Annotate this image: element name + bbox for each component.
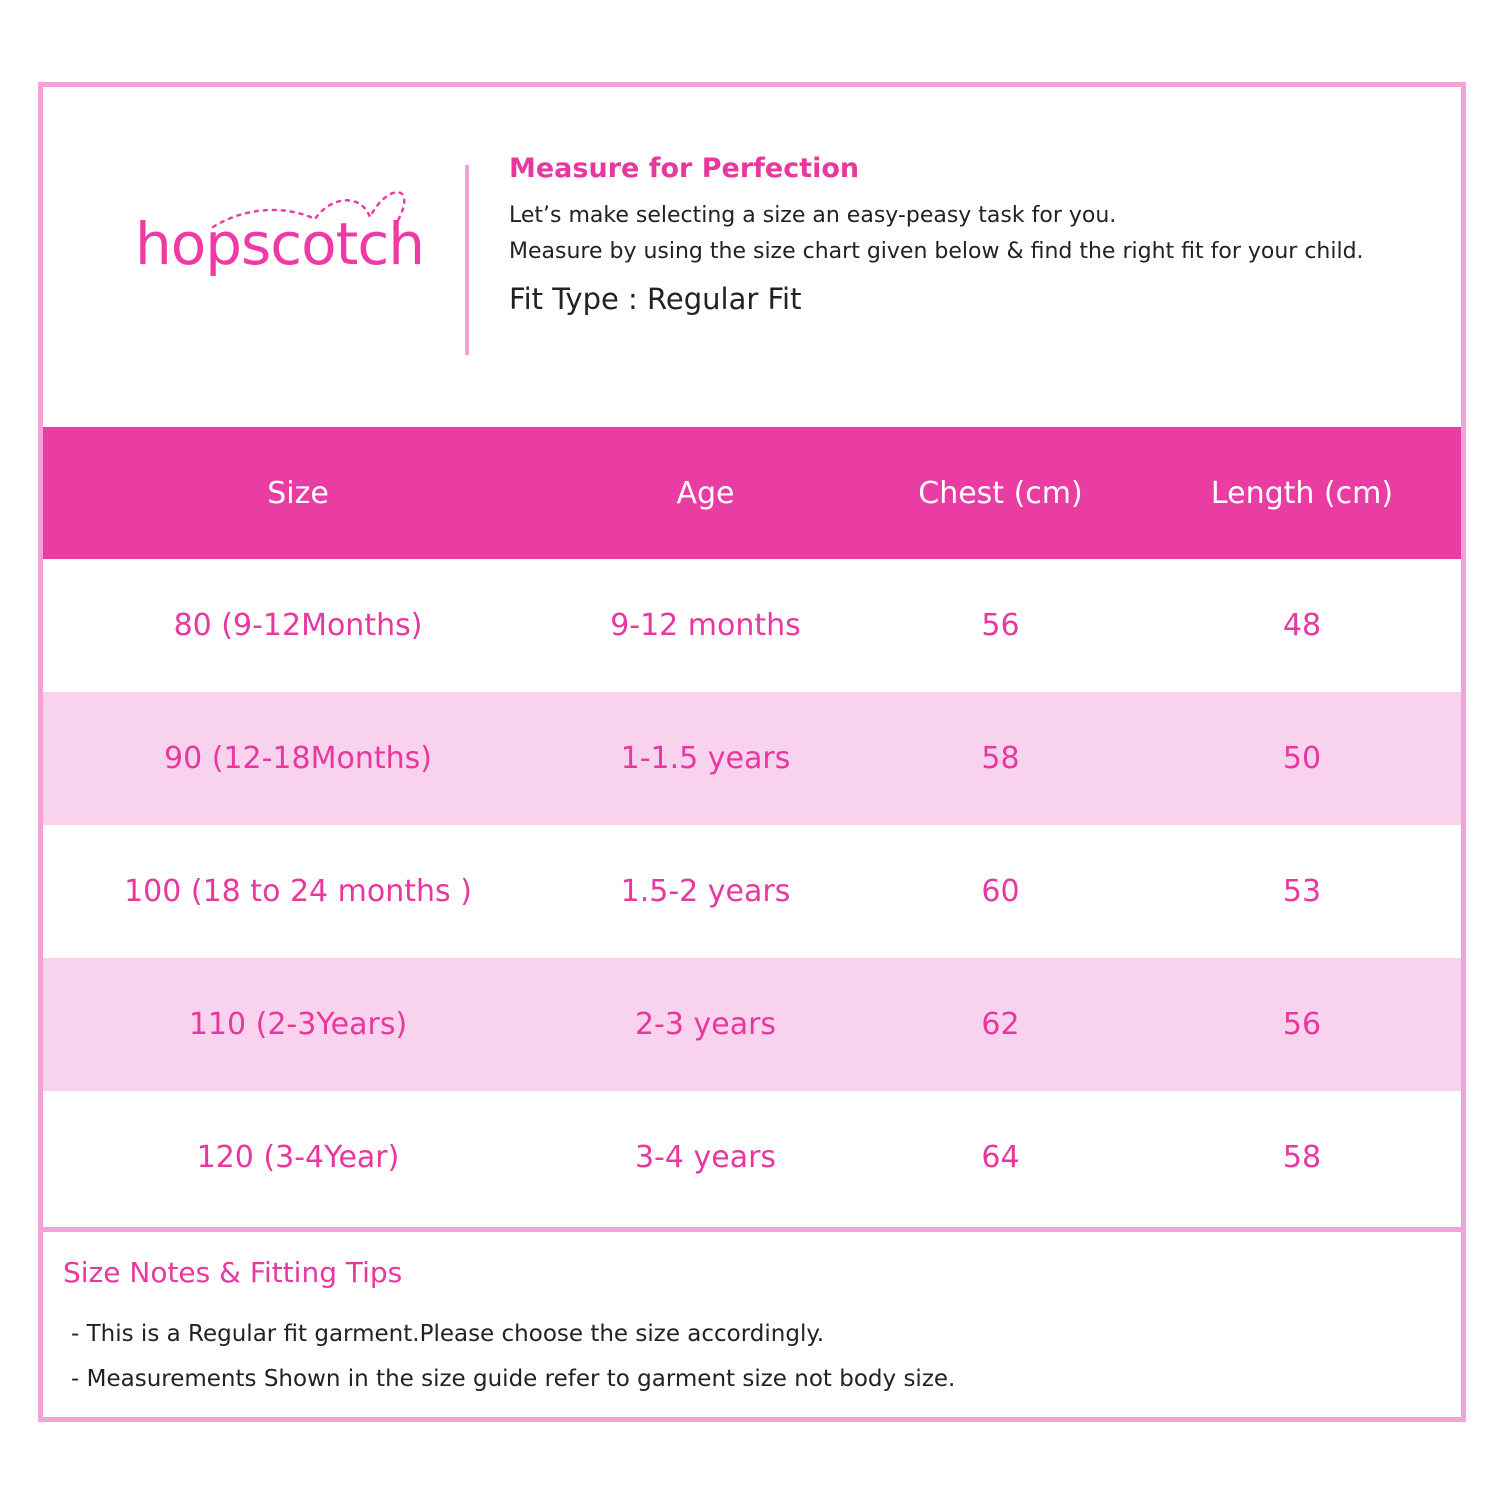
fit-type-label: Fit Type : Regular Fit [509, 282, 802, 317]
intro-block [509, 151, 1419, 316]
cell-length: 58 [1282, 1140, 1322, 1175]
cell-age: 2-3 years [553, 958, 858, 1091]
hopscotch-logo [135, 187, 425, 307]
header-age: Age [553, 427, 858, 559]
size-chart-card [38, 82, 1466, 1422]
table-header-row [43, 427, 1461, 559]
cell-length: 48 [1282, 608, 1322, 643]
cell-age: 9-12 months [610, 608, 801, 643]
note-item: - This is a Regular fit garment.Please choose the size accordingly. [71, 1312, 955, 1357]
cell-length: 53 [1282, 874, 1322, 909]
cell-age: 3-4 years [634, 1140, 777, 1175]
note-item: - Measurements Shown in the size guide refer to garment size not body size. [71, 1357, 955, 1402]
cell-size: 110 (2-3Years) [43, 958, 553, 1091]
cell-chest: 56 [981, 608, 1020, 643]
cell-size: 90 (12-18Months) [43, 692, 553, 825]
size-table [43, 427, 1461, 1224]
cell-age: 1.5-2 years [620, 874, 791, 909]
intro-title: Measure for Perfection [509, 153, 860, 184]
header-length: Length (cm) [1143, 427, 1461, 559]
cell-chest: 58 [858, 692, 1143, 825]
cell-size: 80 (9-12Months) [173, 608, 423, 643]
cell-length: 56 [1143, 958, 1461, 1091]
header-divider [465, 165, 469, 355]
notes-title: Size Notes & Fitting Tips [63, 1256, 403, 1289]
logo-wordmark: hopscotch [135, 210, 425, 278]
cell-size: 120 (3-4Year) [196, 1140, 400, 1175]
intro-line-2: Measure by using the size chart given below & find the right fit for your child. [509, 239, 1364, 265]
cell-chest: 62 [858, 958, 1143, 1091]
cell-age: 1-1.5 years [553, 692, 858, 825]
cell-chest: 64 [981, 1140, 1020, 1175]
intro-line-1: Let’s make selecting a size an easy-peasy task for you. [509, 203, 1117, 229]
table-row [43, 559, 1461, 692]
cell-size: 100 (18 to 24 months ) [124, 874, 472, 909]
table-row [43, 692, 1461, 825]
table-row [43, 825, 1461, 958]
table-row [43, 958, 1461, 1091]
header-section [43, 87, 1461, 427]
cell-chest: 60 [981, 874, 1020, 909]
cell-length: 50 [1143, 692, 1461, 825]
table-row [43, 1091, 1461, 1224]
header-size: Size [43, 427, 553, 559]
notes-section [43, 1227, 1461, 1422]
notes-list [71, 1312, 955, 1402]
header-chest: Chest (cm) [858, 427, 1143, 559]
